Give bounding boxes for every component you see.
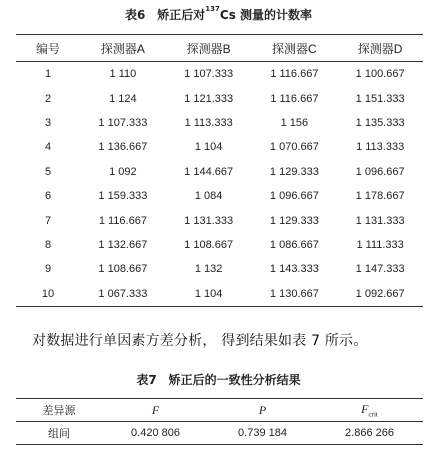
cell-detector-b: 1 144.667 (184, 165, 234, 178)
table6-caption-isotope-mass: 137 (205, 5, 220, 13)
cell-detector-b: 1 084 (194, 190, 223, 203)
cell-id: 8 (44, 238, 52, 251)
table7-header-row (16, 399, 423, 422)
cell-id: 6 (44, 190, 52, 203)
cell-detector-a: 1 136.667 (98, 141, 148, 154)
header-f-crit-symbol: F (361, 401, 369, 416)
table-row (16, 86, 423, 110)
cell-detector-d: 1 151.333 (355, 92, 405, 105)
table7-caption: 表7 矫正后的一致性分析结果 (136, 373, 301, 387)
cell-detector-c: 1 156 (280, 116, 309, 129)
cell-id: 1 (44, 68, 52, 81)
cell-id: 3 (44, 116, 52, 129)
table-row (16, 422, 423, 445)
cell-detector-c: 1 143.333 (269, 263, 319, 276)
cell-detector-d: 1 111.333 (356, 238, 404, 251)
cell-detector-a: 1 067.333 (98, 287, 148, 300)
cell-detector-d: 1 135.333 (355, 116, 405, 129)
table-row (16, 111, 423, 135)
header-p: P (258, 402, 267, 417)
cell-id: 4 (44, 141, 52, 154)
cell-detector-a: 1 132.667 (98, 238, 148, 251)
cell-detector-b: 1 107.333 (184, 68, 234, 81)
body-paragraph: 对数据进行单因素方差分析， 得到结果如表 7 所示。 (32, 333, 368, 349)
header-id: 编号 (35, 41, 60, 56)
cell-detector-b: 1 113.333 (184, 116, 233, 129)
cell-detector-a: 1 159.333 (98, 190, 148, 203)
header-f-crit-subscript: crit (368, 410, 378, 419)
cell-id: 7 (44, 214, 52, 227)
cell-detector-b: 1 108.667 (184, 238, 234, 251)
cell-detector-a: 1 110 (109, 68, 137, 81)
table6-header-row (16, 35, 423, 62)
header-f-crit (316, 399, 423, 422)
cell-detector-c: 1 070.667 (269, 141, 319, 154)
header-f: F (151, 402, 160, 417)
cell-detector-b: 1 104 (194, 141, 223, 154)
table6-caption-suffix: Cs 测量的计数率 (219, 8, 313, 22)
cell-detector-a: 1 092 (109, 165, 137, 178)
cell-detector-c: 1 116.667 (270, 92, 319, 105)
header-detector-c: 探测器C (272, 41, 317, 56)
cell-id: 9 (44, 263, 52, 276)
consistency-analysis-table (16, 398, 423, 445)
table-row (16, 135, 423, 159)
table-row (16, 62, 423, 87)
cell-id: 2 (44, 92, 52, 105)
header-detector-a: 探测器A (100, 41, 145, 56)
count-rate-table (16, 34, 423, 307)
cell-detector-b: 1 131.333 (184, 214, 234, 227)
cell-detector-c: 1 086.667 (269, 238, 319, 251)
table-row (16, 257, 423, 281)
header-detector-d: 探测器D (357, 41, 403, 56)
cell-id: 10 (41, 287, 55, 300)
cell-f-crit: 2.866 266 (345, 427, 394, 439)
cell-detector-d: 1 178.667 (355, 190, 405, 203)
table-row (16, 184, 423, 208)
table-row (16, 282, 423, 307)
table6-caption-prefix: 表6 矫正后对 (124, 8, 206, 22)
cell-detector-a: 1 107.333 (98, 116, 148, 129)
cell-detector-b: 1 132 (194, 263, 223, 276)
cell-id: 5 (44, 165, 52, 178)
cell-f: 0.420 806 (131, 427, 180, 439)
table6-caption (0, 6, 437, 23)
cell-detector-b: 1 121.333 (184, 92, 234, 105)
cell-detector-c: 1 129.333 (269, 214, 319, 227)
cell-detector-c: 1 116.667 (270, 68, 319, 81)
header-variance-source: 差异源 (42, 405, 76, 417)
cell-detector-b: 1 104 (194, 287, 223, 300)
cell-detector-a: 1 116.667 (98, 214, 147, 227)
table-row (16, 233, 423, 257)
cell-detector-d: 1 100.667 (355, 68, 405, 81)
cell-detector-a: 1 108.667 (98, 263, 148, 276)
cell-detector-d: 1 092.667 (355, 287, 405, 300)
cell-detector-c: 1 130.667 (269, 287, 319, 300)
cell-detector-d: 1 147.333 (355, 263, 405, 276)
cell-detector-d: 1 096.667 (355, 165, 405, 178)
cell-detector-a: 1 124 (109, 92, 137, 105)
table-row (16, 208, 423, 232)
cell-detector-c: 1 129.333 (269, 165, 319, 178)
header-detector-b: 探测器B (186, 41, 231, 56)
table-row (16, 160, 423, 184)
cell-detector-d: 1 113.333 (356, 141, 405, 154)
cell-detector-c: 1 096.667 (269, 190, 319, 203)
cell-variance-source: 组间 (48, 428, 70, 440)
cell-p: 0.739 184 (238, 427, 287, 439)
cell-detector-d: 1 131.333 (355, 214, 405, 227)
